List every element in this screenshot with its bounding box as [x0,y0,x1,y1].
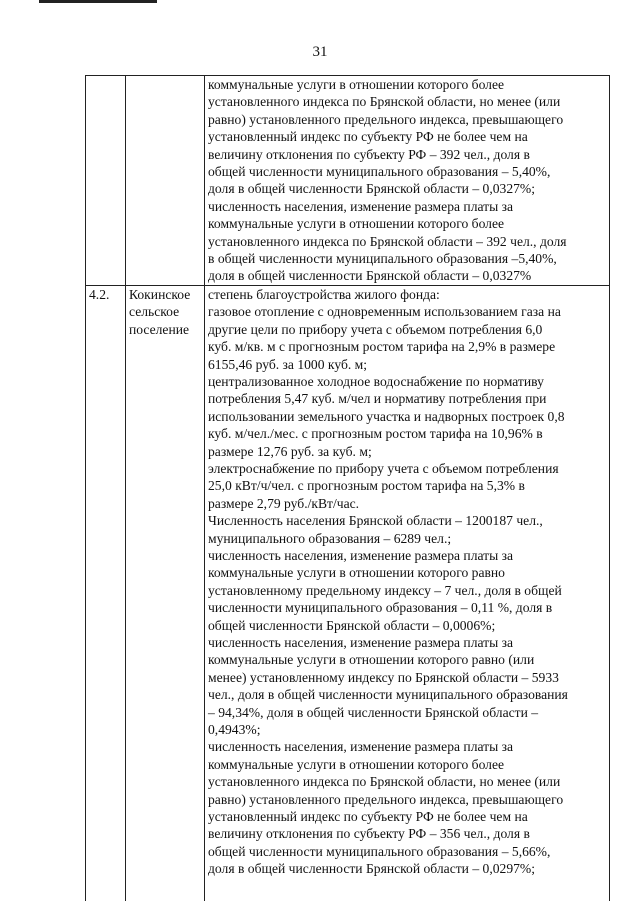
table-row [86,76,610,286]
description-line: равно) установленного предельного индекса, превышающего [208,111,564,127]
description-line: величину отклонения по субъекту РФ – 356 чел., доля в [208,826,530,842]
municipality-name-cell [126,285,205,901]
description-line: степень благоустройства жилого фонда: [208,286,440,302]
description-line: установленного индекса по Брянской области, но менее (или [208,774,561,790]
description-line: величину отклонения по субъекту РФ – 392 чел., доля в [208,146,530,162]
description-line: размере 12,76 руб. за куб. м; [208,443,372,459]
municipality-table [85,75,610,901]
description-line: доля в общей численности Брянской области – 0,0297%; [208,861,536,877]
description-line: равно) установленного предельного индекса, превышающего [208,791,564,807]
description-line: 6155,46 руб. за 1000 куб. м; [208,356,368,372]
description-line: муниципального образования – 6289 чел.; [208,530,452,546]
description-line: общей численности Брянской области – 0,0006%; [208,617,496,633]
description-line: – 94,34%, доля в общей численности Брянской области – [208,704,539,720]
description-line: коммунальные услуги в отношении которого равно [208,565,505,581]
municipality-name-cell [126,76,205,286]
description-line: 0,4943%; [208,722,261,738]
description-line: потребления 5,47 куб. м/чел и нормативу потребления при [208,391,547,407]
description-line: коммунальные услуги в отношении которого равно (или [208,652,535,668]
description-line: установленного индекса по Брянской области – 392 чел., доля [208,233,567,249]
description-line: Численность населения Брянской области – 1200187 чел., [208,513,543,529]
description-line: установленный индекс по субъекту РФ не более чем на [208,129,528,145]
description-line: установленный индекс по субъекту РФ не более чем на [208,809,528,825]
description-line: чел., доля в общей численности муниципального образования [208,687,568,703]
description-line: куб. м/кв. м с прогнозным ростом тарифа на 2,9% в размере [208,339,556,355]
description-line: коммунальные услуги в отношении которого более [208,756,505,772]
description-line: численность населения, изменение размера платы за [208,547,514,563]
description-line: численность населения, изменение размера платы за [208,739,514,755]
description-line: электроснабжение по прибору учета с объемом потребления [208,460,559,476]
description-line: размере 2,79 руб./кВт/час. [208,495,360,511]
description-line: доля в общей численности Брянской области – 0,0327% [208,268,532,284]
description-line: коммунальные услуги в отношении которого более [208,77,505,92]
description-line: численность населения, изменение размера платы за [208,198,514,214]
description-line: использовании земельного участка и надворных построек 0,8 [208,408,565,424]
description-line: куб. м/чел./мес. с прогнозным ростом тарифа на 10,96% в [208,426,543,442]
header-rule [39,0,157,3]
description-line: газовое отопление с одновременным использованием газа на [208,304,561,320]
description-line: установленного индекса по Брянской области, но менее (или [208,94,561,110]
municipality-name-line: поселение [129,321,190,337]
description-line: другие цели по прибору учета с объемом потребления 6,0 [208,321,543,337]
description-line: в общей численности муниципального образования –5,40%, [208,251,557,267]
row-number-cell: 4.2. [86,285,126,901]
page-number: 31 [312,44,328,60]
description-line: централизованное холодное водоснабжение по нормативу [208,373,544,389]
description-line: общей численности муниципального образования – 5,40%, [208,164,551,180]
municipality-name-line: сельское [129,304,180,320]
description-cell [205,76,610,286]
description-line: установленному предельному индексу – 7 чел., доля в общей [208,582,562,598]
description-line: общей численности муниципального образования – 5,66%, [208,843,551,859]
description-line: менее) установленному индексу по Брянской области – 5933 [208,669,559,685]
description-line: 25,0 кВт/ч/чел. с прогнозным ростом тарифа на 5,3% в [208,478,525,494]
description-line: численность населения, изменение размера платы за [208,635,514,650]
table-row [86,285,610,901]
description-line: коммунальные услуги в отношении которого более [208,216,505,232]
municipality-name-line: Кокинское [129,286,191,302]
description-line: доля в общей численности Брянской области – 0,0327%; [208,181,536,197]
description-line: численности муниципального образования – 0,11 %, доля в [208,600,553,616]
description-cell [205,285,610,901]
row-number-cell [86,76,126,286]
